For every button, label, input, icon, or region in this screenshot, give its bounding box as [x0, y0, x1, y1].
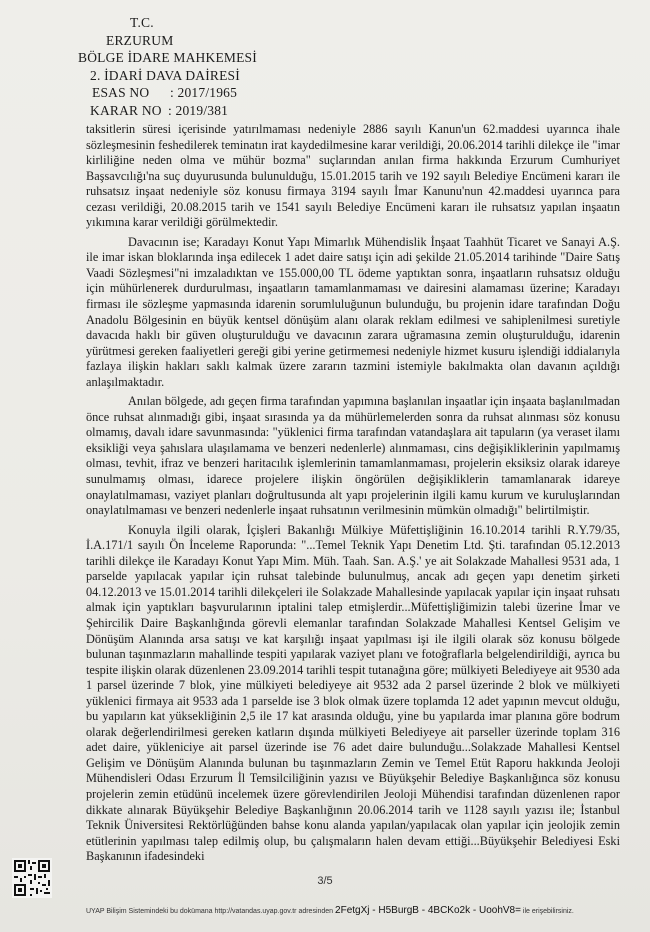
footer-suffix: ile erişebilirsiniz. [522, 908, 574, 915]
esas-label: ESAS NO [92, 85, 150, 100]
document-body [86, 122, 620, 865]
karar-label: KARAR NO [90, 102, 162, 118]
header-city: ERZURUM [106, 32, 174, 48]
esas-value: : 2017/1965 [170, 85, 238, 100]
verification-code: 2FetgXj - H5BurgB - 4BCKo2k - UoohV8= [335, 905, 521, 916]
header-tc: T.C. [130, 15, 154, 30]
header-chamber: 2. İDARİ DAVA DAİRESİ [90, 67, 240, 83]
paragraph: taksitlerin süresi içerisinde yatırılmaması nedeniyle 2886 sayılı Kanun'un 62.maddesi uyarınca ihale sözleşmesinin feshedilerek teminatın irat kaydedilmesine karar verildiği, 20.06.2014 tarihli dilekçe ile "imar kirliliğine neden olma ve mühür bozma" suçlarından anılan firma hakkında Erzurum Cumhuriyet Başsavcılığı'na suç duyurusunda bulunulduğu, 15.01.2015 tarih ve 192 sayılı Belediye Encümeni kararı ile ruhsatsız inşaat nedeniyle söz konusu firmaya 3194 sayılı İmar Kanunu'nun 42.maddesi uyarınca para cezası verildiği, 20.08.2015 tarih ve 1541 sayılı Belediye Encümeni kararı ile ruhsatsız yapılan inşaatın yıkımına karar verildiği görülmektedir. [86, 122, 620, 230]
karar-no [78, 102, 328, 120]
court-header [78, 14, 328, 119]
paragraph: Davacının ise; Karadayı Konut Yapı Mimarlık Mühendislik İnşaat Taahhüt Ticaret ve Sanayi A.Ş. ile imar iskan bloklarında inşa edilecek 1 adet daire satışı için adi şekilde 21.05.2014 tarihinde "Daire Satış Vaadi Sözleşmesi"ni imzaladıktan ve 155.000,00 TL ödeme yaptıktan sonra, inşaatların ruhsatsız olduğu için mühürlenerek durdurulması, inşaatların tamamlanmaması ve dairesini alamaması üzerine; Karadayı firması ile sözleşme yapmasında idarenin sorumluluğunun bulunduğu, bu projenin idare tarafından Doğu Anadolu Bölgesinin en büyük kentsel dönüşüm alanı olarak reklam edilmesi ve sahiplenilmesi suretiyle davacıda haklı bir güven oluşturulduğu ve davacının zarara uğramasına zemin oluşturulduğu, idarenin yürütmesi gereken faaliyetleri gereği gibi yerine getirmemesi nedeniyle hizmet kusuru işlendiği iddialarıyla fazlaya ilişkin hakları saklı kalmak üzere zararın tazmini istemiyle bakılmakta olan davanın açıldığı anlaşılmaktadır. [86, 234, 620, 389]
esas-no [78, 84, 328, 102]
page-number: 3/5 [317, 875, 333, 887]
uyap-footer [86, 905, 626, 916]
paragraph: Konuyla ilgili olarak, İçişleri Bakanlığı Mülkiye Müfettişliğinin 16.10.2014 tarihli R.Y.79/35, İ.A.171/1 sayılı Ön İnceleme Raporunda: "...Temel Teknik Yapı Denetim Ltd. Şti. tarafından 05.12.2013 tarihli dilekçe ile Karadayı Konut Yapı Mim. Müh. Taah. San. A.Ş.' ye ait Solakzade Mahallesi 9531 ada, 1 parselde yapılacak yapılar için ruhsat talebinde bulunulmuş, ancak adı geçen yapı denetim şirketi 04.12.2013 ve 15.01.2014 tarihli dilekçeleri ile Solakzade Mahallesinde yapılacak yapılar için inşaat ruhsatı almak için yaptıkları başvurularının iptalini talep etmişlerdir...Müfettişliğimizin talebi üzerine İmar ve Şehircilik Daire Başkanlığında görevli elemanlar tarafından Solakzade Mahallesi Kentsel Gelişim ve Dönüşüm Alanında arsa satışı ve kat karşılığı inşaat yapılması işi ile ilgili olarak söz konusu bölgede bulunan taşınmazların mahallinde tespiti yapılarak vaziyet planı ve fotoğraflarla belgelendirildiği, ayrıca bu tespite ilişkin olarak düzenlenen 23.09.2014 tarihli tespit tutanağına göre; mülkiyeti Belediyeye ait 9530 ada 1 parsel üzerinde 7 blok, yine mülkiyeti belediyeye ait 9532 ada 2 parsel üzerinde 2 blok ve mülkiyeti yüklenici firmaya ait 9533 ada 1 parselde ise 3 blok olmak üzere toplamda 12 adet yapının mevcut olduğu, bu yapıların kat yüksekliğinin 2,5 ile 17 kat arasında olduğu, yine bu yapılarda imar planına göre bodrum olarak değerlendirilmesi gereken katların dışında mülkiyeti Belediyeye ait parseller üzerinde toplam 316 adet daire, yükleniciye ait parsel üzerinde ise 76 adet daire bulunduğu...Solakzade Mahallesi Kentsel Gelişim ve Dönüşüm Alanında bulunan bu taşınmazların Zemin ve Temel Etüt Raporu hakkında Jeoloji Mühendisleri Odası Erzurum İl Temsilciliğinin yazısı ve Büyükşehir Belediye Başkanlığınca söz konusu projelerin zemin etüdünü incelemek üzere görevlendirilen Jeoloji Mühendisi tarafından düzenlenen rapor dikkate alınarak Büyükşehir Belediye Başkanlığının 20.06.2014 tarih ve 1128 sayılı yazısı ile; İstanbul Teknik Üniversitesi Rektörlüğünden bahse konu alanda yapılan/yapılacak olan yapılar için jeolojik zemin etütlerinin yapılması talep edilmiş olup, bu çalışmaların halen devam ettiği...Büyükşehir Belediyesi Eski Başkanının ifadesindeki [86, 522, 620, 864]
karar-value: : 2019/381 [168, 102, 229, 118]
header-court: BÖLGE İDARE MAHKEMESİ [78, 50, 257, 65]
paragraph: Anılan bölgede, adı geçen firma tarafından yapımına başlanılan inşaatlar için inşaata başlanılmadan önce ruhsat alınmadığı gibi, inşaat sırasında ya da mühürlemelerden sonra da ruhsat alınması söz konusu olmamış, davalı idare savunmasında: "yüklenici firma tarafından vatandaşlara ait tapuların (ya veraset ilamı eksikliği veya şahıslara ulaşılamama ve benzeri nedenlerle) alınmaması, cins değişikliklerinin yapılmamış olması, tevhit, ifraz ve benzeri haritacılık işlemlerinin tamamlanmaması, projelerin eksiksiz olarak idareye sunulmamış olması, idarece projelere ilişkin öngörülen değişikliklerin tamamlanarak idareye onaylatılmaması, vaziyet planları doğrultusunda alt yapı projelerinin ilgili kamu kurum ve kuruluşlarından onaylatılmaması ve benzeri nedenlerle inşaat ruhsatının verilmesinin mümkün olmadığı" belirtilmiştir. [86, 394, 620, 518]
footer-text: UYAP Bilişim Sistemindeki bu dokümana http://vatandas.uyap.gov.tr adresinden [86, 908, 334, 915]
